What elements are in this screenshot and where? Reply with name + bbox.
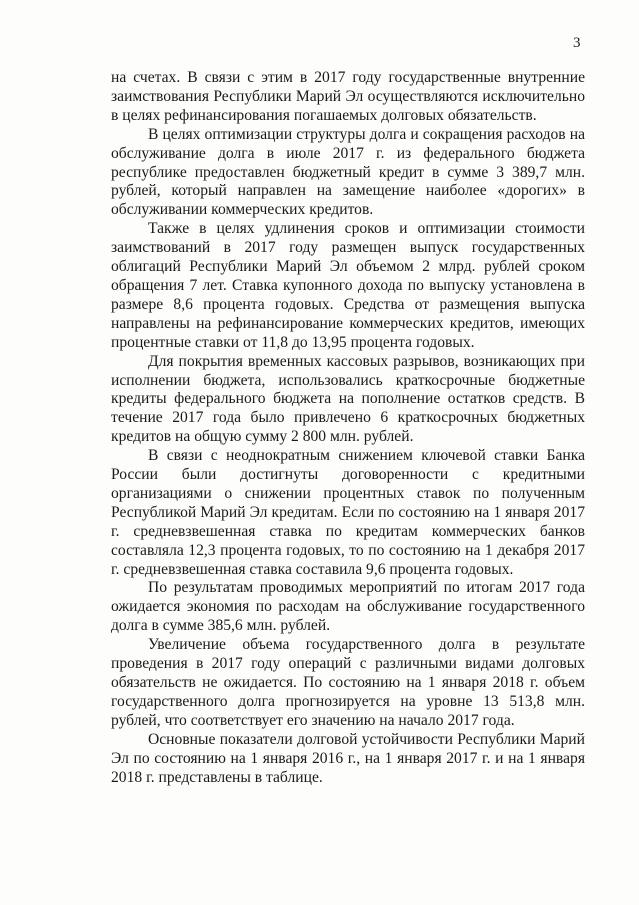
paragraph-debt-volume: Увеличение объема государственного долга в результате проведения в 2017 году операций с различными видами долговых обязательств не ожидается. По состоянию на 1 января 2018 г. объем государственного долга прогнозируется на уровне 13 513,8 млн. рублей, что соответствует его значению на начало 2017 года. xyxy=(111,636,585,729)
paragraph-savings: По результатам проводимых мероприятий по итогам 2017 года ожидается экономия по расходам на обслуживание государственного долга в сумме 385,6 млн. рублей. xyxy=(111,579,585,635)
paragraph-interest-rates: В связи с неоднократным снижением ключевой ставки Банка России были достигнуты договоренности с кредитными организациями о снижении процентных ставок по полученным Республикой Марий Эл кредитам. Если по состоянию на 1 января 2017 г. средневзвешенная ставка по кредитам коммерческих банков составляла 12,3 процента годовых, то по состоянию на 1 декабря 2017 г. средневзвешенная ставка составила 9,6 процента годовых. xyxy=(111,447,585,578)
paragraph-bond-issue: Также в целях удлинения сроков и оптимизации стоимости заимствований в 2017 году размещен выпуск государственных облигаций Республики Марий Эл объемом 2 млрд. рублей сроком обращения 7 лет. Ставка купонного дохода по выпуску установлена в размере 8,6 процента годовых. Средства от размещения выпуска направлены на рефинансирование коммерческих кредитов, имеющих процентные ставки от 11,8 до 13,95 процента годовых. xyxy=(111,220,585,351)
paragraph-budget-credit: В целях оптимизации структуры долга и сокращения расходов на обслуживание долга в июле 2017 г. из федерального бюджета республике предоставлен бюджетный кредит в сумме 3 389,7 млн. рублей, который направлен на замещение наиболее «дорогих» в обслуживании коммерческих кредитов. xyxy=(111,125,585,219)
paragraph-table-reference: Основные показатели долговой устойчивости Республики Марий Эл по состоянию на 1 января 2016 г., на 1 января 2017 г. и на 1 января 2018 г. представлены в таблице. xyxy=(111,730,585,786)
paragraph-debt-refinancing: на счетах. В связи с этим в 2017 году государственные внутренние заимствования Республики Марий Эл осуществляются исключительно в целях рефинансирования погашаемых долговых обязательств. xyxy=(111,69,585,124)
paragraph-short-term-credits: Для покрытия временных кассовых разрывов, возникающих при исполнении бюджета, использовались краткосрочные бюджетные кредиты федерального бюджета на пополнение остатков средств. В течение 2017 года было привлечено 6 краткосрочных бюджетных кредитов на общую сумму 2 800 млн. рублей. xyxy=(111,352,585,446)
page-number: 3 xyxy=(573,35,581,51)
body-text xyxy=(111,69,585,787)
